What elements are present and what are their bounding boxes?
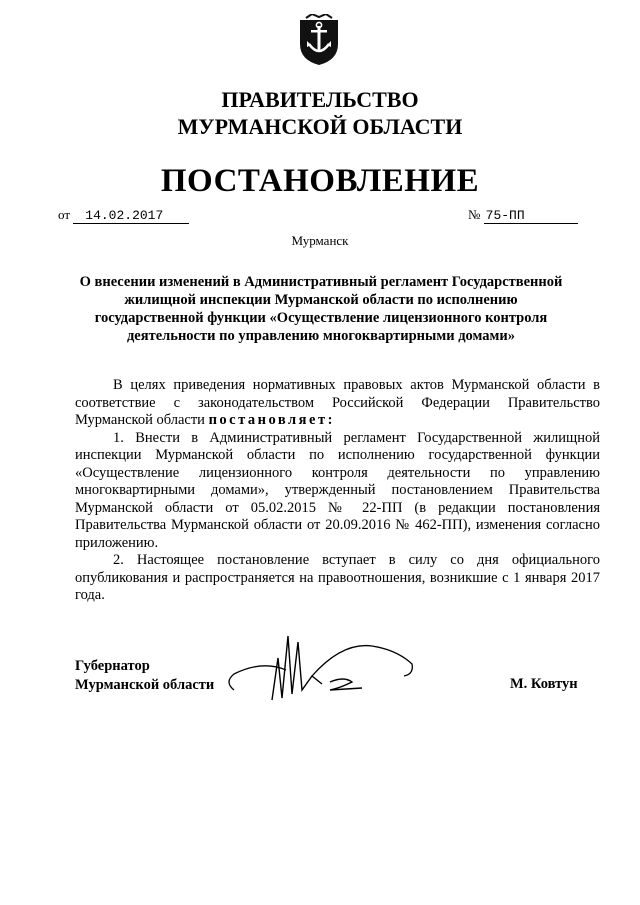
number-prefix: №	[468, 207, 481, 222]
government-line-1: ПРАВИТЕЛЬСТВО	[221, 87, 419, 112]
signatory-title-line-1: Губернатор	[75, 658, 150, 674]
date-prefix: от	[58, 207, 71, 222]
decree-word: постановляет	[208, 412, 328, 428]
document-number: 75-ПП	[484, 208, 578, 224]
government-title	[0, 86, 640, 140]
document-subject: О внесении изменений в Административный регламент Государственной жилищной инспекции Мурманской области по исполнению государственной функции «Осуществление лицензионного контроля деятельности по управлению многоквартирными домами»	[79, 274, 563, 344]
number-row	[468, 207, 578, 224]
item-2-paragraph: 2. Настоящее постановление вступает в силу со дня официального опубликования и распространяется на правоотношения, возникшие с 1 января 2017 года.	[75, 552, 600, 603]
coat-of-arms-icon	[298, 14, 340, 66]
signatory-title-line-2: Мурманской области	[75, 677, 215, 693]
government-line-2: МУРМАНСКОЙ ОБЛАСТИ	[177, 114, 463, 139]
intro-paragraph	[75, 377, 600, 430]
city-label: Мурманск	[291, 233, 349, 248]
signatory-title	[75, 657, 214, 695]
document-type-title: ПОСТАНОВЛЕНИЕ	[160, 163, 480, 199]
date-row	[58, 207, 189, 224]
document-date: 14.02.2017	[73, 208, 189, 224]
document-body	[75, 377, 600, 605]
signatory-name: М. Ковтун	[510, 676, 578, 692]
decree-colon: :	[327, 412, 335, 428]
intro-text: В целях приведения нормативных правовых актов Мурманской области в соответствие с законодательством Российской Федерации Правительство Мурманской области	[75, 377, 600, 428]
item-1-paragraph: 1. Внести в Административный регламент Государственной жилищной инспекции Мурманской области по исполнению государственной функции «Осуществление лицензионного контроля деятельности по управлению многоквартирными домами», утвержденный постановлением Правительства Мурманской области от 05.02.2015 № 22-ПП (в редакции постановления Правительства Мурманской области от 20.09.2016 № 462-ПП), изменения согласно приложению.	[75, 429, 600, 551]
handwritten-signature	[222, 630, 422, 710]
